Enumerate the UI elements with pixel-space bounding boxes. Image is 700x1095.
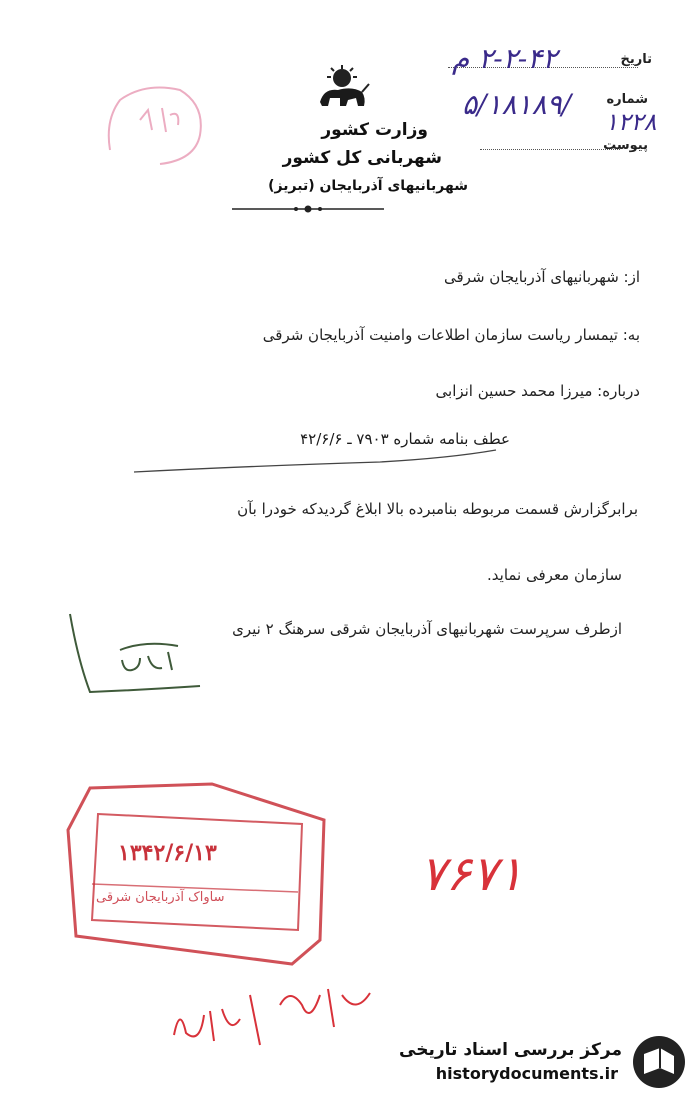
archive-logo-icon	[630, 1034, 688, 1090]
police-title: شهربانی کل کشور	[282, 148, 442, 168]
to-line: به: تیمسار ریاست سازمان اطلاعات وامنیت آذربایجان شرقی	[262, 326, 640, 344]
stamp-date: ۱۳۴۲/۶/۱۳	[118, 840, 217, 866]
paragraph-line-2: سازمان معرفی نماید.	[487, 566, 622, 584]
department-title: شهربانیهای آذربایجان (تبریز)	[268, 178, 468, 194]
attachment-label: پیوست	[603, 138, 648, 153]
from-line: از: شهربانیهای آذربایجان شرقی	[444, 268, 640, 286]
red-handwritten-scrawl	[160, 975, 380, 1075]
number-handwritten-secondary: ۱۲۲۸	[605, 108, 657, 136]
paragraph-line-3: ازطرف سرپرست شهربانیهای آذربایجان شرقی سرهنگ ۲ نیری	[232, 620, 622, 638]
header-ornament-divider	[230, 204, 386, 214]
number-handwritten: ۵/۱۸۱۸۹/	[462, 88, 572, 121]
received-stamp	[62, 780, 332, 970]
faint-pink-stamp	[100, 80, 210, 170]
reference-line: عطف بنامه شماره ۷۹۰۳ ـ ۴۲/۶/۶	[300, 430, 510, 448]
red-handwritten-number: ۷۶۷۱	[420, 846, 524, 902]
stamp-text: ساواک آذربایجان شرقی	[96, 890, 225, 905]
number-label: شماره	[606, 92, 648, 107]
watermark-title: مرکز بررسی اسناد تاریخی	[399, 1040, 622, 1060]
paragraph-line-1: برابرگزارش قسمت مربوطه بنامبرده بالا ابلاغ گردیدکه خودرا بآن	[237, 500, 638, 518]
green-signature	[60, 610, 210, 710]
ministry-title: وزارت کشور	[321, 120, 428, 140]
date-label: تاریخ	[620, 52, 652, 67]
attachment-dotted-line	[480, 148, 620, 150]
regarding-line: درباره: میرزا محمد حسین انزابی	[435, 382, 640, 400]
lion-and-sun-emblem-icon	[312, 64, 372, 110]
watermark-url[interactable]: historydocuments.ir	[435, 1064, 618, 1083]
date-handwritten: ۲-۲-۴۲ م	[452, 42, 558, 75]
reference-underline	[130, 446, 500, 476]
